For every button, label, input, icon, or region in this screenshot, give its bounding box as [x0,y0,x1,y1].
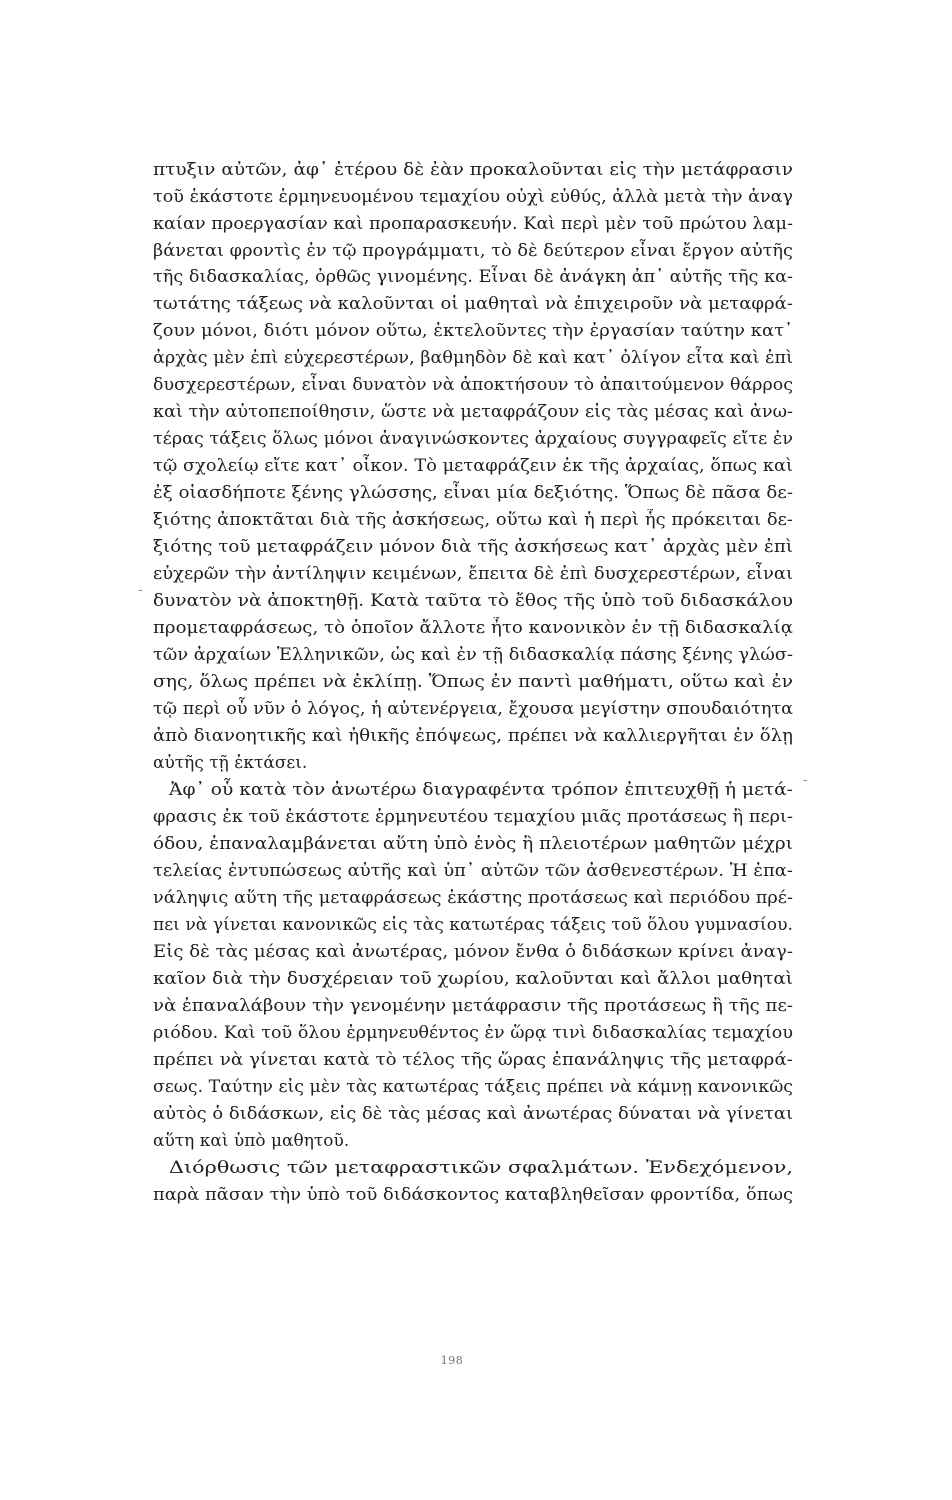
text-line: νάληψις αὕτη τῆς μεταφράσεως ἑκάστης προτάσεως καὶ περιόδου πρέ- [153,887,794,907]
text-line: καῖον διὰ τὴν δυσχέρειαν τοῦ χωρίου, καλοῦνται καὶ ἄλλοι μαθηταὶ [153,968,793,988]
text-line: τῷ σχολείῳ εἴτε κατ᾽ οἶκον. Τὸ μεταφράζειν ἐκ τῆς ἀρχαίας, ὅπως καὶ [153,455,793,475]
text-line: πει νὰ γίνεται κανονικῶς εἰς τὰς κατωτέρας τάξεις τοῦ ὅλου γυμνασίου. [153,914,793,934]
text-line: τέρας τάξεις ὅλως μόνοι ἀναγινώσκοντες ἀρχαίους συγγραφεῖς εἴτε ἐν [153,428,793,448]
text-line: Εἰς δὲ τὰς μέσας καὶ ἀνωτέρας, μόνον ἔνθα ὁ διδάσκων κρίνει ἀναγ- [153,941,793,961]
margin-dash: - [803,772,808,788]
text-line: βάνεται φροντὶς ἐν τῷ προγράμματι, τὸ δὲ δεύτερον εἶναι ἔργον αὐτῆς [153,240,793,260]
text-line: καίαν προεργασίαν καὶ προπαρασκευήν. Καὶ περὶ μὲν τοῦ πρώτου λαμ- [153,213,793,233]
text-line: τωτάτης τάξεως νὰ καλοῦνται οἱ μαθηταὶ νὰ ἐπιχειροῦν νὰ μεταφρά- [153,293,793,313]
text-line: παρὰ πᾶσαν τὴν ὑπὸ τοῦ διδάσκοντος καταβληθεῖσαν φροντίδα, ὅπως [153,1184,793,1204]
text-line: αὕτη καὶ ὑπὸ μαθητοῦ. [153,1130,350,1150]
text-line: πτυξιν αὐτῶν, ἀφ᾽ ἑτέρου δὲ ἐὰν προκαλοῦνται εἰς τὴν μετάφρασιν [153,159,793,179]
text-line: ζουν μόνοι, διότι μόνον οὕτω, ἐκτελοῦντες τὴν ἐργασίαν ταύτην κατ᾽ [153,320,793,340]
text-line: σεως. Ταύτην εἰς μὲν τὰς κατωτέρας τάξεις πρέπει νὰ κάμνῃ κανονικῶς [153,1076,793,1096]
text-line: τελείας ἐντυπώσεως αὐτῆς καὶ ὑπ᾽ αὐτῶν τῶν ἀσθενεστέρων. Ἡ ἐπα- [153,860,793,880]
text-line: τῶν ἀρχαίων Ἑλληνικῶν, ὡς καὶ ἐν τῇ διδασκαλίᾳ πάσης ξένης γλώσ- [153,644,793,664]
text-line: δυνατὸν νὰ ἀποκτηθῇ. Κατὰ ταῦτα τὸ ἔθος τῆς ὑπὸ τοῦ διδασκάλου [153,590,793,610]
text-line: πρέπει νὰ γίνεται κατὰ τὸ τέλος τῆς ὥρας ἐπανάληψις τῆς μεταφρά- [153,1049,793,1069]
text-line: τῷ περὶ οὗ νῦν ὁ λόγος, ἡ αὐτενέργεια, ἔχουσα μεγίστην σπουδαιότητα [153,698,793,718]
text-line: ἀπὸ διανοητικῆς καὶ ἠθικῆς ἐπόψεως, πρέπει νὰ καλλιεργῆται ἐν ὅλῃ [153,725,793,745]
text-line: σης, ὅλως πρέπει νὰ ἐκλίπῃ. Ὅπως ἐν παντὶ μαθήματι, οὕτω καὶ ἐν [153,671,793,691]
text-line: αὐτὸς ὁ διδάσκων, εἰς δὲ τὰς μέσας καὶ ἀνωτέρας δύναται νὰ γίνεται [153,1103,793,1123]
text-line: δυσχερεστέρων, εἶναι δυνατὸν νὰ ἀποκτήσουν τὸ ἀπαιτούμενον θάρρος [153,374,793,394]
text-line: ξιότης ἀποκτᾶται διὰ τῆς ἀσκήσεως, οὕτω καὶ ἡ περὶ ἧς πρόκειται δε- [153,509,793,529]
text-line: τῆς διδασκαλίας, ὀρθῶς γινομένης. Εἶναι δὲ ἀνάγκη ἀπ᾽ αὐτῆς τῆς κα- [153,266,793,286]
text-line: ριόδου. Καὶ τοῦ ὅλου ἑρμηνευθέντος ἐν ὥρᾳ τινὶ διδασκαλίας τεμαχίου [153,1022,793,1042]
text-line: καὶ τὴν αὐτοπεποίθησιν, ὥστε νὰ μεταφράζουν εἰς τὰς μέσας καὶ ἀνω- [153,401,794,421]
text-line: φρασις ἐκ τοῦ ἑκάστοτε ἑρμηνευτέου τεμαχίου μιᾶς προτάσεως ἢ περι- [153,806,793,826]
page-number: 198 [440,1354,464,1367]
text-line: Ἀφ᾽ οὗ κατὰ τὸν ἀνωτέρω διαγραφέντα τρόπον ἐπιτευχθῇ ἡ μετά- [169,779,793,799]
text-line: ξιότης τοῦ μεταφράζειν μόνον διὰ τῆς ἀσκήσεως κατ᾽ ἀρχὰς μὲν ἐπὶ [153,536,793,556]
section-heading-line: Διόρθωσις τῶν μεταφραστικῶν σφαλμάτων. Ἐνδεχόμενον, [169,1157,793,1177]
text-line: ἀρχὰς μὲν ἐπὶ εὐχερεστέρων, βαθμηδὸν δὲ καὶ κατ᾽ ὀλίγον εἶτα καὶ ἐπὶ [153,347,793,367]
text-line: εὐχερῶν τὴν ἀντίληψιν κειμένων, ἔπειτα δὲ ἐπὶ δυσχερεστέρων, εἶναι [153,563,793,583]
text-line: προμεταφράσεως, τὸ ὁποῖον ἄλλοτε ἦτο κανονικὸν ἐν τῇ διδασκαλίᾳ [153,617,793,637]
text-line: τοῦ ἑκάστοτε ἑρμηνευομένου τεμαχίου οὐχὶ εὐθύς, ἀλλὰ μετὰ τὴν ἀναγ [153,186,793,206]
text-line: ἐξ οἱασδήποτε ξένης γλώσσης, εἶναι μία δεξιότης. Ὅπως δὲ πᾶσα δε- [153,482,793,502]
margin-dash: - [138,582,143,598]
text-line: αὐτῆς τῇ ἐκτάσει. [153,752,308,772]
text-line: όδου, ἐπαναλαμβάνεται αὕτη ὑπὸ ἑνὸς ἢ πλειοτέρων μαθητῶν μέχρι [153,833,793,853]
text-line: νὰ ἐπαναλάβουν τὴν γενομένην μετάφρασιν τῆς προτάσεως ἢ τῆς πε- [153,995,793,1015]
